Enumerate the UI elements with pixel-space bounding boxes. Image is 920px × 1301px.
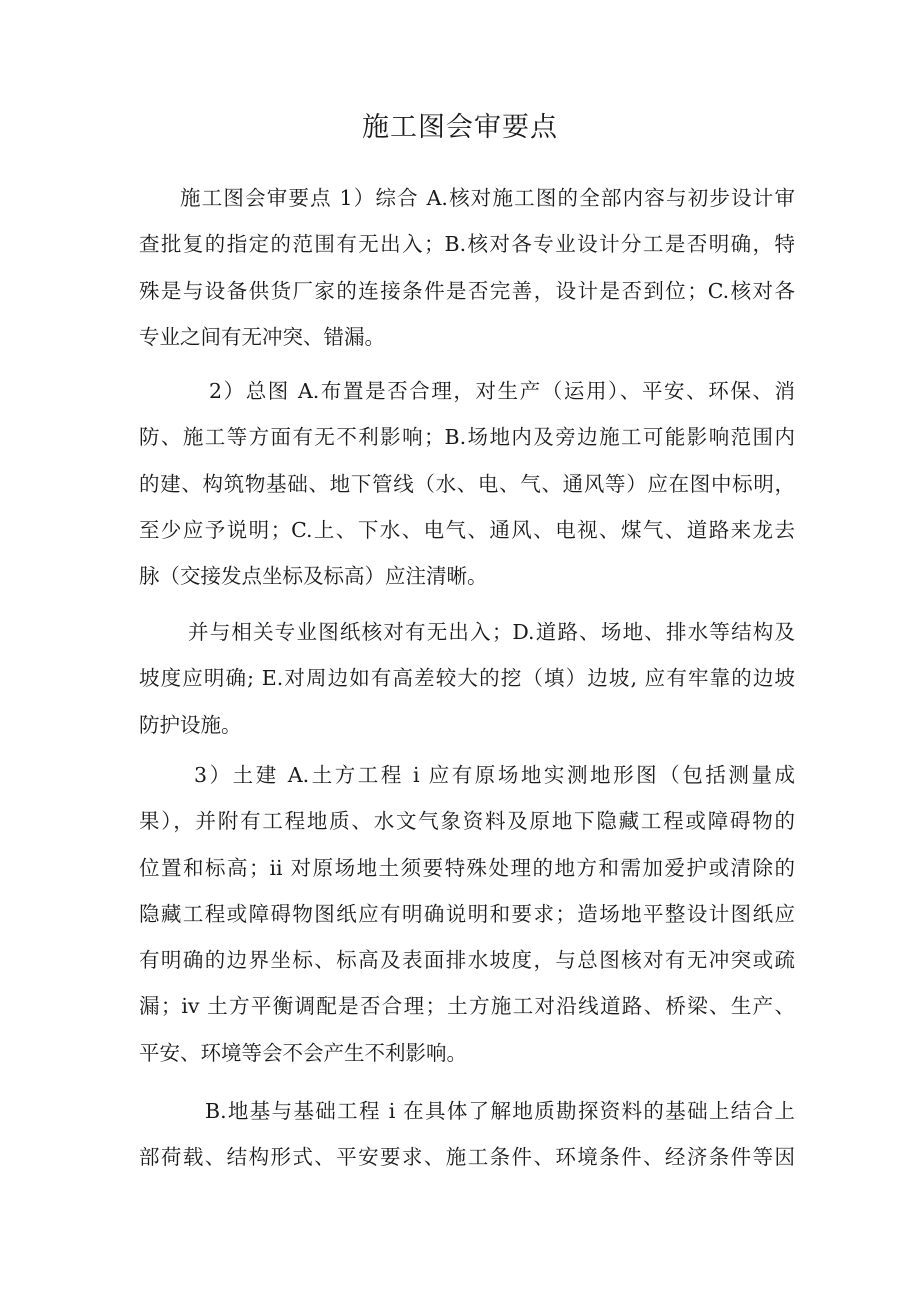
- paragraph-line: 至少应予说明；C.上、下水、电气、通风、电视、煤气、道路来龙去: [139, 517, 795, 542]
- paragraph-line: 2）总图 A.布置是否合理，对生产（运用）、平安、环保、消: [209, 379, 795, 403]
- paragraph-site-plan: [139, 368, 795, 599]
- paragraph-general: [139, 175, 795, 360]
- paragraph-line: 隐藏工程或障碍物图纸应有明确说明和要求；造场地平整设计图纸应: [139, 901, 795, 926]
- paragraph-foundation: [139, 1088, 795, 1181]
- paragraph-civil-works: [139, 752, 795, 1076]
- paragraph-line: 防、施工等方面有无不利影响；B.场地内及旁边施工可能影响范围内: [139, 425, 795, 450]
- paragraph-line: 殊是与设备供货厂家的连接条件是否完善，设计是否到位；C.核对各: [139, 278, 795, 303]
- paragraph-line: 防护设施。: [139, 712, 242, 737]
- paragraph-line: 查批复的指定的范围有无出入；B.核对各专业设计分工是否明确，特: [139, 232, 795, 257]
- paragraph-line: 坡度应明确; E.对周边如有高差较大的挖（填）边坡, 应有牢靠的边坡: [139, 666, 795, 691]
- paragraph-line: 平安、环境等会不会产生不利影响。: [139, 1040, 467, 1065]
- paragraph-line: 位置和标高；ii 对原场地土须要特殊处理的地方和需加爱护或清除的: [139, 855, 795, 880]
- paragraph-line: 漏；iv 土方平衡调配是否合理；土方施工对沿线道路、桥梁、生产、: [139, 994, 795, 1019]
- document-title: 施工图会审要点: [362, 112, 558, 143]
- paragraph-line: B.地基与基础工程 i 在具体了解地质勘探资料的基础上结合上: [205, 1099, 795, 1123]
- paragraph-line: 部荷载、结构形式、平安要求、施工条件、环境条件、经济条件等因: [139, 1145, 795, 1170]
- paragraph-line: 专业之间有无冲突、错漏。: [139, 324, 385, 349]
- paragraph-line: 3）土建 A.土方工程 i 应有原场地实测地形图（包括测量成: [194, 763, 795, 787]
- paragraph-line: 的建、构筑物基础、地下管线（水、电、气、通风等）应在图中标明，: [139, 471, 795, 496]
- paragraph-line: 施工图会审要点 1）综合 A.核对施工图的全部内容与初步设计审: [180, 186, 795, 210]
- paragraph-line: 有明确的边界坐标、标高及表面排水坡度，与总图核对有无冲突或疏: [139, 948, 795, 973]
- paragraph-site-plan-continued: [139, 609, 795, 748]
- paragraph-line: 果），并附有工程地质、水文气象资料及原地下隐藏工程或障碍物的: [139, 809, 795, 834]
- paragraph-line: 并与相关专业图纸核对有无出入；D.道路、场地、排水等结构及: [188, 620, 795, 644]
- paragraph-line: 脉（交接发点坐标及标高）应注清晰。: [139, 564, 488, 589]
